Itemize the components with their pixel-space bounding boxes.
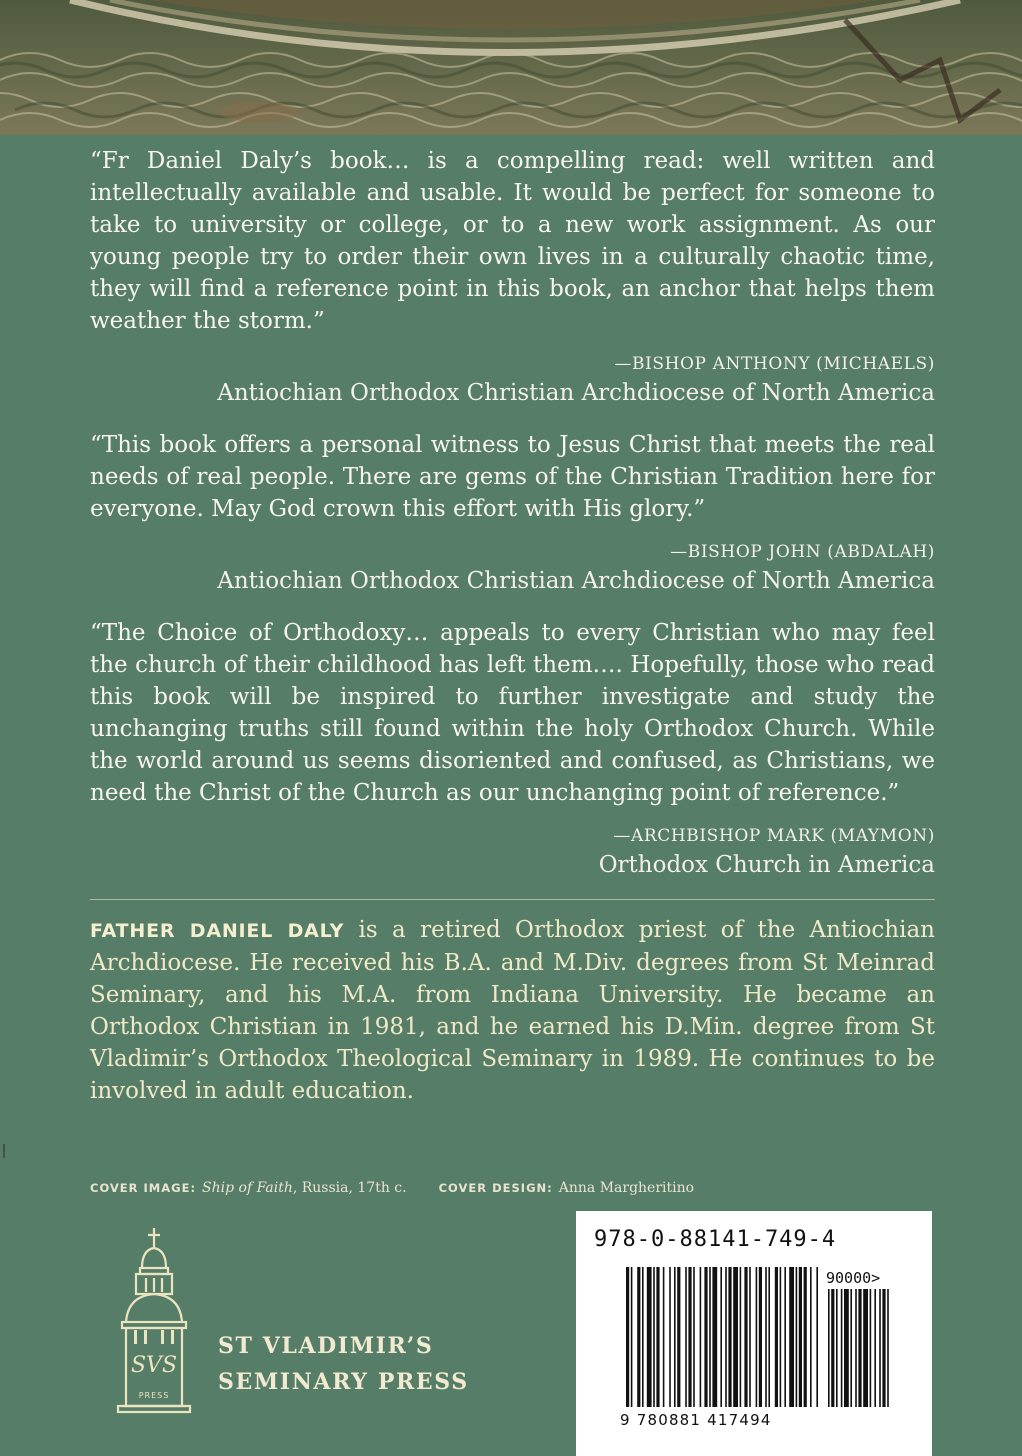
addon-bar [836,1289,838,1407]
barcode-bar [725,1267,727,1407]
addon-bar [844,1289,849,1407]
publisher-name [218,1328,469,1400]
addon-bar [879,1289,881,1407]
endorser-name: —BISHOP JOHN (ABDALAH) [670,542,935,562]
endorsement-quote: “The Choice of Orthodoxy… appeals to every Christian who may feel the church of their childhood has left them…. Hopefully, those who read this book will be inspired to further investigate and study the unchanging truths still found within the holy Orthodox Church. While the world around us seems disoriented and confused, as Christians, we need the Christ of the Church as our unchanging point of reference.” [90,620,935,806]
cover-image-label: COVER IMAGE: [90,1181,197,1195]
barcode-bar [810,1267,812,1407]
barcode-bar [674,1267,676,1407]
isbn-number: 978-0-88141-749-4 [594,1227,837,1252]
endorsement-quote: “Fr Daniel Daly’s book… is a compelling read: well written and intellectually available and usable. It would be perfect for someone to take to university or college, or to a new work assignment. As our young people try to order their own lives in a culturally chaotic time, they will find a reference point in this book, an anchor that helps them weather the storm.” [90,148,935,334]
barcode-bar [796,1267,798,1407]
back-cover-text [90,145,935,1107]
barcode-bar [775,1267,778,1407]
section-divider [90,899,935,900]
barcode-bar [663,1267,665,1407]
barcode-bar [704,1267,707,1407]
cover-design-label: COVER DESIGN: [438,1181,553,1195]
barcode-bar [642,1267,644,1407]
barcode-bar [759,1267,762,1407]
barcode-bar [756,1267,758,1407]
addon-bar [841,1289,843,1407]
endorser-name: —BISHOP ANTHONY (MICHAELS) [614,354,935,374]
barcode-bar [789,1267,794,1407]
addon-bar [858,1289,861,1407]
addon-bar [855,1289,857,1407]
endorser-name: —ARCHBISHOP MARK (MAYMON) [613,826,935,846]
barcode-bar [744,1267,747,1407]
barcode-bar [780,1267,782,1407]
isbn-barcode [576,1211,932,1456]
barcode-bar [700,1267,702,1407]
barcode-bar [720,1267,722,1407]
endorsement-1 [90,145,935,409]
barcode-bar [749,1267,751,1407]
barcode-bar [768,1267,770,1407]
barcode-bar [631,1267,633,1407]
barcode-bar [685,1267,687,1407]
endorser-organization: Antiochian Orthodox Christian Archdiocese of North America [217,380,935,406]
endorsement-attribution [90,539,935,597]
logo-letters: SVS [130,1353,178,1378]
barcode-bar [740,1267,742,1407]
endorser-organization: Antiochian Orthodox Christian Archdiocese of North America [217,568,935,594]
author-name: FATHER DANIEL DALY [90,920,345,942]
barcode-bar [784,1267,786,1407]
endorsement-attribution [90,351,935,409]
barcode-bar [733,1267,738,1407]
barcode-bar [799,1267,802,1407]
endorsement-attribution [90,823,935,881]
author-bio-text: is a retired Orthodox priest of the Antiochian Archdiocese. He received his B.A. and M.Div. degrees from St Meinrad Seminary, and his M.A. from Indiana University. He became an Orthodox Christian in 1981, and he earned his D.Min. degree from St Vladimir’s Orthodox Theological Seminary in 1989. He continues to be involved in adult education. [90,917,935,1104]
ean-number: 9 780881 417494 [620,1411,772,1429]
publisher-line-1: ST VLADIMIR’S [218,1333,434,1359]
cover-image-title: Ship of Faith [202,1180,293,1196]
addon-bar [831,1289,834,1407]
svs-press-church-dome-icon [114,1226,214,1416]
barcode-bar [637,1267,640,1407]
logo-press: PRESS [138,1391,170,1400]
barcode-bar [647,1267,652,1407]
cover-image-details: , Russia, 17th c. [292,1180,407,1196]
ship-painting-illustration [0,0,1022,135]
cover-image-strip [0,0,1022,135]
barcode-bar [626,1267,629,1407]
cover-credits [90,1180,935,1196]
barcode-bar [709,1267,711,1407]
barcode-bar [669,1267,671,1407]
cover-designer: Anna Margheritino [558,1180,695,1196]
barcode-bar [693,1267,695,1407]
endorsement-2 [90,429,935,597]
barcode-bar [688,1267,691,1407]
publisher-line-2: SEMINARY PRESS [218,1369,469,1395]
price-addon-number: 90000> [826,1269,881,1287]
addon-bar [887,1289,889,1407]
addon-bar [863,1289,868,1407]
addon-bar [828,1289,830,1407]
addon-bar [874,1289,876,1407]
barcode-bar [653,1267,655,1407]
addon-bar [870,1289,872,1407]
endorsement-quote: “This book offers a personal witness to Jesus Christ that meets the real needs of real people. There are gems of the Christian Tradition here for everyone. May God crown this effort with His glory.” [90,432,935,522]
endorsement-3 [90,617,935,881]
author-bio [90,914,935,1107]
endorser-organization: Orthodox Church in America [598,852,935,878]
trim-mark [3,1144,5,1158]
barcode-bar [656,1267,659,1407]
addon-bar [850,1289,852,1407]
barcode-bar [765,1267,767,1407]
barcode-bar [712,1267,717,1407]
barcode-bar [804,1267,807,1407]
barcode-bar [816,1267,818,1407]
addon-bar [882,1289,885,1407]
barcode-bar [728,1267,731,1407]
barcode-bar [677,1267,680,1407]
